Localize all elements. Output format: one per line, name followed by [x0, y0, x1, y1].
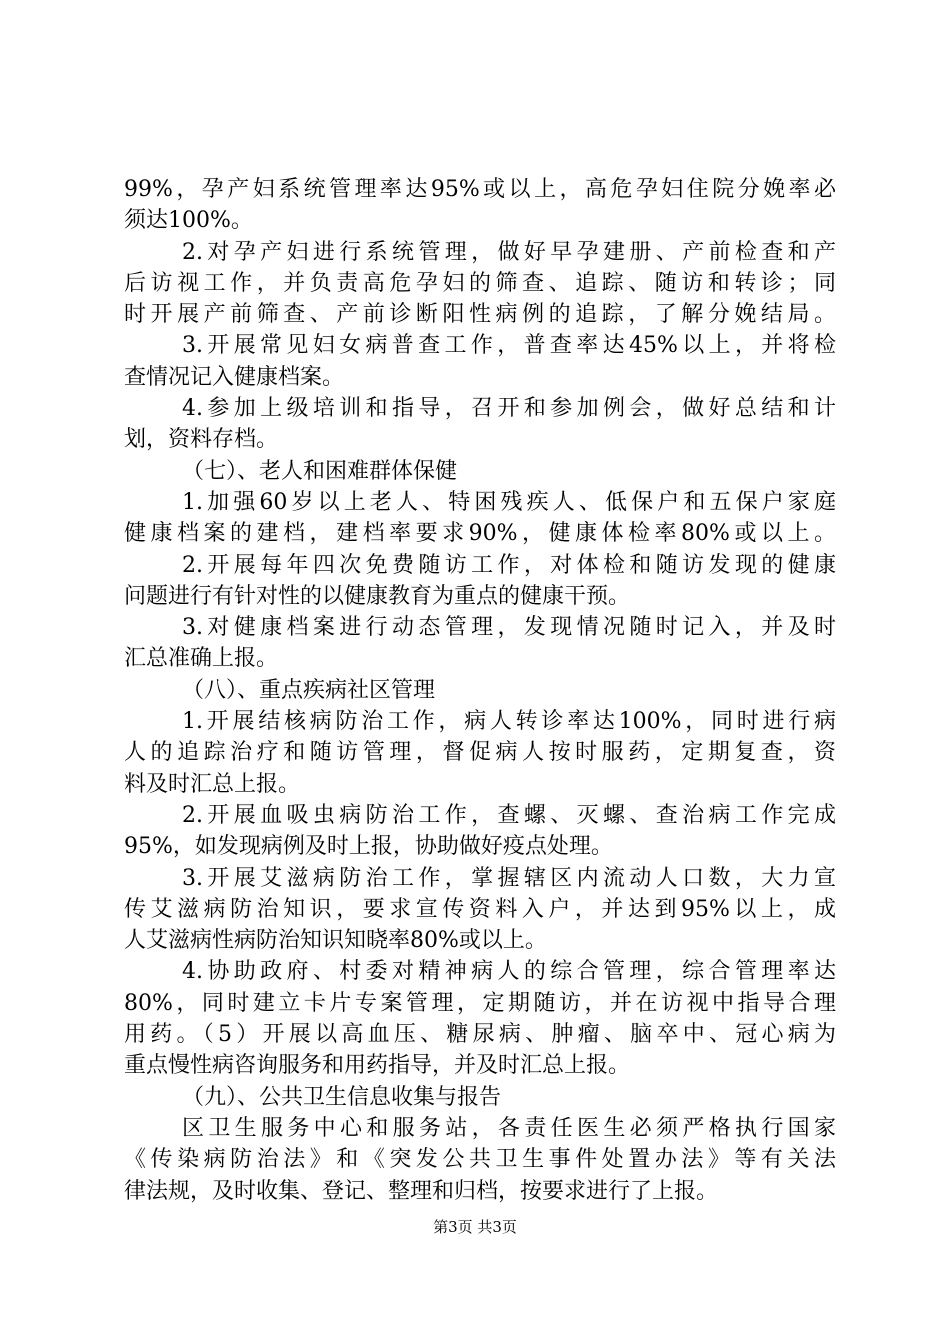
text-line: 问题进行有针对性的以健康教育为重点的健康干预。: [124, 583, 631, 609]
text-line: 后访视工作，并负责高危孕妇的筛查、追踪、随访和转诊；同: [124, 270, 836, 296]
text-line: 1.加强60岁以上老人、特困残疾人、低保户和五保户家庭: [182, 489, 836, 515]
text-line: 4.协助政府、村委对精神病人的综合管理，综合管理率达: [182, 959, 836, 985]
text-line: 汇总准确上报。: [124, 646, 279, 672]
text-line: 95%，如发现病例及时上报，协助做好疫点处理。: [124, 834, 613, 860]
text-line: 99%，孕产妇系统管理率达95%或以上，高危孕妇住院分娩率必: [124, 177, 836, 202]
text-line: 《传染病防治法》和《突发公共卫生事件处置办法》等有关法: [124, 1147, 836, 1173]
text-line: 区卫生服务中心和服务站，各责任医生必须严格执行国家: [182, 1115, 836, 1141]
text-line: 2.开展每年四次免费随访工作，对体检和随访发现的健康: [182, 552, 836, 578]
page-footer: 第3页 共3页: [433, 1218, 517, 1236]
text-line: 传艾滋病防治知识，要求宣传资料入户，并达到95%以上，成: [124, 896, 836, 922]
text-line: 健康档案的建档，建档率要求90%，健康体检率80%或以上。: [124, 521, 836, 547]
text-line: 查情况记入健康档案。: [124, 364, 345, 390]
section-heading: （七）、老人和困难群体保健: [182, 458, 458, 484]
text-line: 2.开展血吸虫病防治工作，查螺、灭螺、查治病工作完成: [182, 802, 836, 828]
text-line: 人艾滋病性病防治知识知晓率80%或以上。: [124, 928, 547, 954]
text-line: 80%，同时建立卡片专案管理，定期随访，并在访视中指导合理: [124, 990, 836, 1016]
text-line: 3.开展艾滋病防治工作，掌握辖区内流动人口数，大力宣: [182, 865, 836, 891]
text-line: 1.开展结核病防治工作，病人转诊率达100%，同时进行病: [182, 709, 836, 735]
text-line: 时开展产前筛查、产前诊断阳性病例的追踪，了解分娩结局。: [124, 302, 836, 328]
text-line: 人的追踪治疗和随访管理，督促病人按时服药，定期复查，资: [124, 740, 836, 766]
text-line: 律法规，及时收集、登记、整理和归档，按要求进行了上报。: [124, 1178, 719, 1204]
text-line: 料及时汇总上报。: [124, 771, 301, 797]
section-heading: （八）、重点疾病社区管理: [182, 677, 436, 703]
text-line: 用药。（5）开展以高血压、糖尿病、肿瘤、脑卒中、冠心病为: [124, 1022, 836, 1048]
text-line: 划，资料存档。: [124, 427, 279, 453]
text-line: 3.开展常见妇女病普查工作，普查率达45%以上，并将检: [182, 333, 836, 359]
text-line: 须达100%。: [124, 208, 253, 234]
body-text: [124, 174, 836, 1207]
text-line: 重点慢性病咨询服务和用药指导，并及时汇总上报。: [124, 1053, 631, 1079]
text-line: 4.参加上级培训和指导，召开和参加例会，做好总结和计: [182, 396, 836, 422]
text-line: 3.对健康档案进行动态管理，发现情况随时记入，并及时: [182, 615, 836, 641]
text-line: 2.对孕产妇进行系统管理，做好早孕建册、产前检查和产: [182, 239, 836, 265]
section-heading: （九）、公共卫生信息收集与报告: [182, 1084, 502, 1110]
